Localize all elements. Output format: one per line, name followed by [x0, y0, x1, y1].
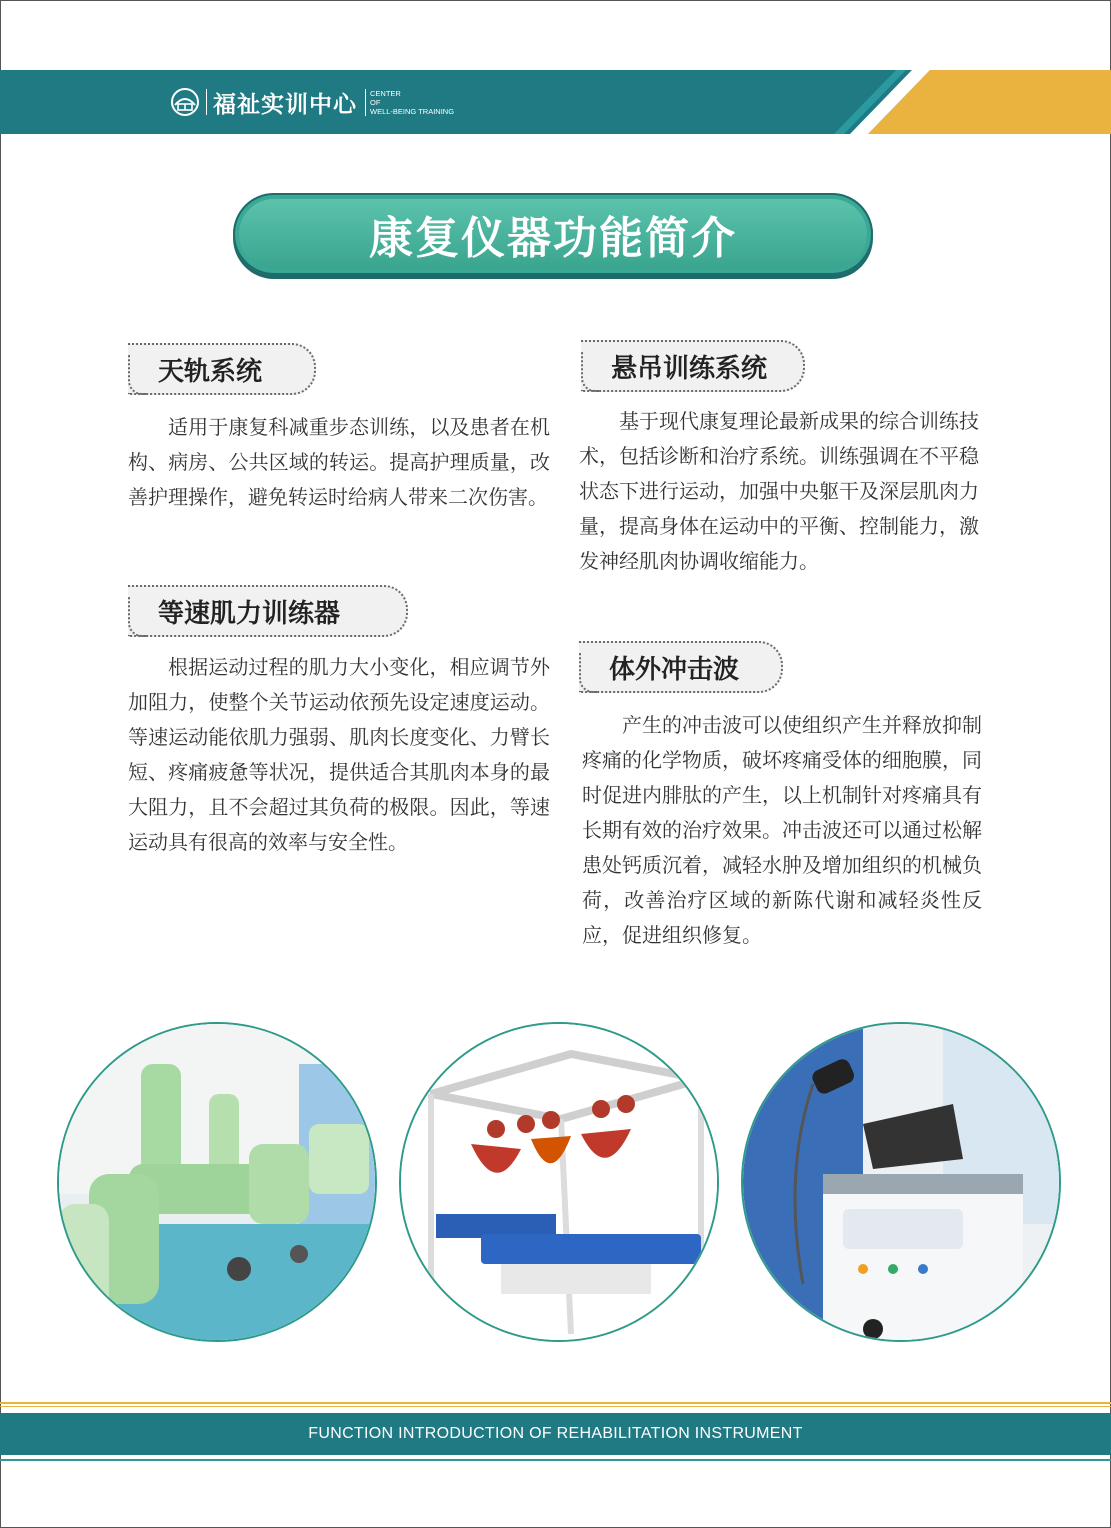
- section-text-suspension: 基于现代康复理论最新成果的综合训练技术，包括诊断和治疗系统。训练强调在不平稳状态下进行运动，加强中央躯干及深层肌肉力量，提高身体在运动中的平衡、控制能力，激发神经肌肉协调收缩能力。: [579, 409, 979, 573]
- header-band: [0, 70, 1111, 134]
- section-heading-ceiling-rail: 天轨系统: [128, 343, 316, 395]
- footer-bottom-line: [0, 1459, 1111, 1461]
- org-logo: [170, 86, 454, 118]
- org-emblem-icon: [170, 87, 200, 117]
- page-title: 康复仪器功能简介: [369, 213, 737, 264]
- section-heading-isokinetic: 等速肌力训练器: [128, 585, 408, 637]
- section-text-shockwave: 产生的冲击波可以使组织产生并释放抑制疼痛的化学物质，破坏疼痛受体的细胞膜，同时促进内腓肽的产生，以上机制针对疼痛具有长期有效的治疗效果。冲击波还可以通过松解患处钙质沉着，减轻水肿及增加组织的机械负荷，改善治疗区域的新陈代谢和减轻炎性反应，促进组织修复。: [582, 713, 982, 947]
- page-title-banner: [233, 193, 873, 275]
- footer-accent-line-thin: [0, 1406, 1111, 1407]
- footer-band: [0, 1413, 1111, 1455]
- section-text-isokinetic: 根据运动过程的肌力大小变化，相应调节外加阻力，使整个关节运动依预先设定速度运动。等速运动能依肌力强弱、肌肉长度变化、力臂长短、疼痛疲惫等状况，提供适合其肌肉本身的最大阻力，且不会超过其负荷的极限。因此，等速运动具有很高的效率与安全性。: [128, 655, 550, 854]
- section-heading-suspension: 悬吊训练系统: [581, 340, 805, 392]
- isokinetic-trainer-photo: [57, 1022, 377, 1342]
- footer-accent-line: [0, 1402, 1111, 1404]
- org-name-en: CENTER OF WELL-BEING TRAINING: [365, 89, 454, 116]
- shockwave-device-photo: [741, 1022, 1061, 1342]
- suspension-system-photo: [399, 1022, 719, 1342]
- footer-text: FUNCTION INTRODUCTION OF REHABILITATION INSTRUMENT: [308, 1425, 803, 1442]
- section-heading-shockwave: 体外冲击波: [579, 641, 783, 693]
- org-name: 福祉实训中心: [213, 91, 357, 118]
- section-text-ceiling-rail: 适用于康复科减重步态训练，以及患者在机构、病房、公共区域的转运。提高护理质量，改善护理操作，避免转运时给病人带来二次伤害。: [128, 415, 550, 509]
